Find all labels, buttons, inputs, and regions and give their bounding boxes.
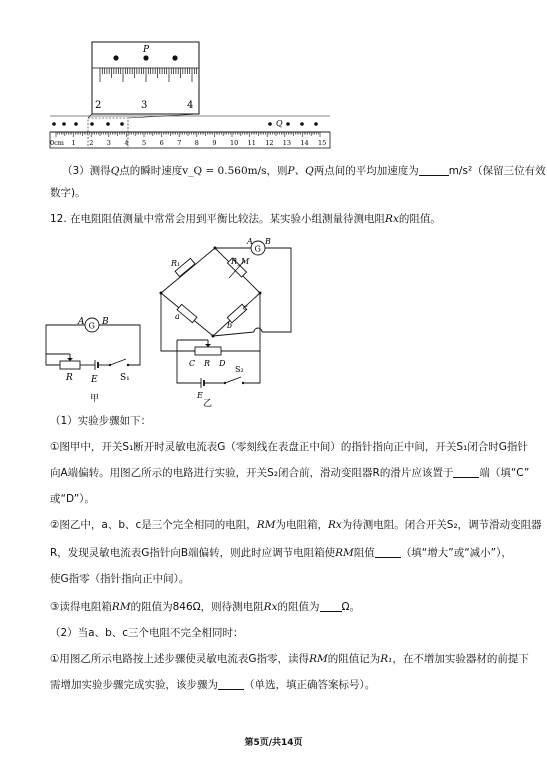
step3-text: Ω。 [341,601,361,613]
label-a: A [78,317,85,327]
r1-symbol: R₁ [380,653,393,665]
page-footer: 第5页/共14页 [244,738,303,748]
answer-blank[interactable] [419,164,449,176]
step2-text: （填“增大”或“减小”）， [400,547,512,559]
answer-blank[interactable] [453,466,479,478]
label-g2: G [254,244,261,254]
part2-text: ，在不增加实验器材的前提下 [392,653,529,665]
main-scale-label: 15 [318,139,327,147]
step1-text: 向A端偏转。用图乙所示的电路进行实验，开关S₂闭合前，滑动变阻器R的滑片应该置于 [50,467,454,479]
part2-text: ①用图乙所示电路按上述步骤使灵敏电流表G指零，读得 [50,653,310,665]
main-scale-label: 10 [230,139,239,147]
q12-intro [50,212,441,226]
part1-step2-line2 [50,546,512,560]
label-c-end: C [189,359,196,368]
label-a2: A [247,238,253,246]
part1-step1-line2 [50,466,529,480]
label-s1: S₁ [120,373,130,383]
step3-text: 的阻值为 [277,601,320,613]
tape-dot [172,55,177,60]
label-rm: R_M [231,257,250,266]
rx-symbol: Rx [263,601,278,613]
part1-step2-line3: 使G指零（指针指向正中间）。 [50,573,190,585]
part2-text: 的阻值记为 [327,653,381,665]
pq-symbol: P、Q [287,165,314,177]
main-scale-label: 4 [124,139,129,147]
unit-text: m/s² [448,165,473,177]
tape-dot [314,122,318,126]
switch-icon [110,359,126,365]
tape-dot [106,122,110,126]
tape-dot [90,122,94,126]
q12-text: 的阻值。 [398,213,441,225]
label-b: B [102,317,109,327]
rx-symbol: Rx [385,213,399,225]
label-r: R [66,373,73,383]
rheostat-icon [60,361,80,369]
main-scale-label: 5 [142,139,147,147]
label-b2: B [265,238,271,246]
main-scale-label: 0cm [50,139,64,147]
inner-scale-2: 2 [95,100,102,111]
resistor-a-icon [177,304,197,322]
main-scale-label: 9 [212,139,217,147]
q-symbol: Q [110,165,120,177]
part2-text: （单选，填正确答案标号）。 [244,679,376,691]
point-q-label: Q [276,119,283,128]
rm-symbol: RM [309,653,328,665]
label-e: E [91,375,98,385]
tape-dot [120,122,124,126]
rm-symbol: RM [256,519,276,531]
part2-heading: （2）当a、b、c三个电阻不完全相同时： [50,627,244,639]
main-scale-label: 1 [71,139,76,147]
answer-blank[interactable] [320,600,342,612]
main-scale-label: 7 [177,139,182,147]
part2-line1 [50,652,529,666]
main-scale-label: 11 [247,139,256,147]
tape-dot [113,55,118,60]
tape-dot [268,122,272,126]
tape-dot [300,122,304,126]
tape-dot [286,122,290,126]
caption-jia: 甲 [90,394,100,404]
main-scale-label: 6 [159,139,164,147]
label-e2: E [197,391,203,400]
part1-step3 [50,600,360,614]
step2-text: 为电阻箱， [275,519,328,531]
inner-scale-3: 3 [141,100,148,111]
label-g: G [88,321,95,331]
part1-step1-line1: ①图甲中，开关S₁断开时灵敏电流表G（零刻线在表盘正中间）的指针指向正中间，开关S₁闭合时G指针 [50,441,528,453]
caption-yi: 乙 [203,399,213,408]
label-c-res: c [243,303,248,312]
step2-text: R，发现灵敏电流表G指针向B端偏转，则此时应调节电阻箱使 [50,547,336,559]
rheostat-icon [195,347,221,355]
step2-text: 为待测电阻。闭合开关S₂，调节滑动变阻器 [341,519,542,531]
rm-symbol: RM [111,601,131,613]
step3-text: ③读得电阻箱 [50,601,112,613]
q3-text: ，则 [266,165,288,177]
tape-dot [52,122,56,126]
label-s2: S₂ [235,365,244,374]
circuit-yi [155,238,305,408]
switch-icon [225,377,241,383]
main-scale-label: 3 [106,139,111,147]
label-b-res: b [227,321,233,330]
label-r1: R₁ [171,259,181,268]
main-scale-label: 14 [300,139,309,147]
step2-text: ②图乙中，a、b、c是三个完全相同的电阻， [50,519,257,531]
circuit-jia [40,310,155,405]
q3-line2: 数字)。 [50,187,86,199]
step2-text: 阻值 [353,547,375,559]
part2-line2 [50,678,375,692]
q3-text: （保留三位有效 [472,165,546,177]
rx-symbol: Rx [327,519,342,531]
q3-text: 两点间的平均加速度为 [313,165,419,177]
inner-scale-4: 4 [187,100,194,111]
answer-blank[interactable] [375,546,401,558]
q3-text: 点的瞬时速度 [119,165,183,177]
label-a-res: a [175,312,180,321]
label-r-rheo: R [204,359,211,368]
main-scale-label: 2 [89,139,94,147]
q12-text: 12. 在电阻阻值测量中常常会用到平衡比较法。某实验小组测量待测电阻 [50,213,386,225]
tape-dot [74,122,78,126]
step3-text: 的阻值为846Ω，则待测电阻 [130,601,264,613]
ruler-figure [40,0,340,150]
main-scale-label: 12 [265,139,274,147]
part2-text: 需增加实验步骤完成实验，该步骤为 [50,679,218,691]
vq-value: v_Q = 0.560m/s [182,165,267,177]
tape-dot [62,122,66,126]
q3-text: （3）测得 [62,165,111,177]
point-p-label: P [143,45,150,55]
main-scale-label: 13 [282,139,292,147]
label-d-end: D [219,359,226,368]
q3-line1 [62,164,546,178]
rm-symbol: RM [335,547,354,559]
part1-heading: （1）实验步骤如下： [50,415,152,427]
answer-blank[interactable] [218,678,244,690]
part1-step2-line1 [50,518,542,532]
part1-step1-line3: 或“D”）。 [50,493,95,505]
step1-text: 端（填“C” [479,467,530,479]
tape-dot [143,55,148,60]
main-scale-label: 8 [194,139,199,147]
